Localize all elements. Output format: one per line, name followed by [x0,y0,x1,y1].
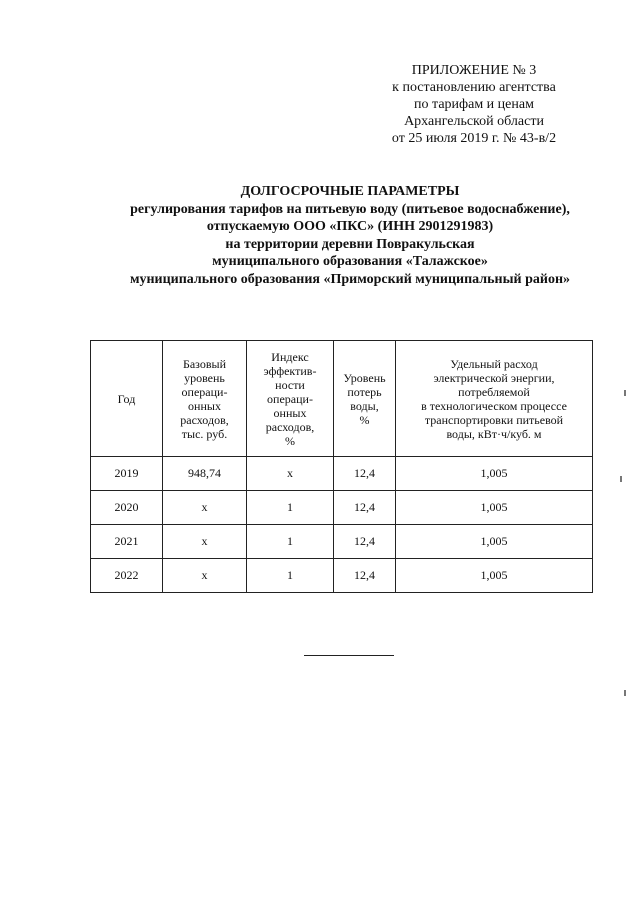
header-text: тыс. руб. [181,426,228,441]
header-text: операци- [181,384,228,399]
title-line: ДОЛГОСРОЧНЫЕ ПАРАМЕТРЫ [240,184,460,199]
scan-speck [624,390,626,396]
cell-energy-consumption: 1,005 [396,491,593,525]
header-text: потерь [347,384,382,399]
header-text: ности [275,377,305,392]
cell-energy-consumption: 1,005 [396,457,593,491]
title-line: регулирования тарифов на питьевую воду (питьевое водоснабжение), [130,201,570,217]
cell-year: 2019 [91,457,163,491]
scan-speck [620,476,622,482]
header-text: онных [188,398,221,413]
header-text: расходов, [180,412,229,427]
cell-water-loss: 12,4 [334,491,396,525]
table-row [91,525,593,559]
header-text: воды, кВт·ч/куб. м [446,426,542,441]
header-text: Индекс [271,349,309,364]
title-line: на территории деревни Повракульская [225,236,475,252]
table-row [91,491,593,525]
closing-separator-line [304,655,394,656]
header-text: Год [117,391,136,406]
cell-base-opex: 948,74 [163,457,247,491]
cell-water-loss: 12,4 [334,525,396,559]
header-text: Удельный расход [450,356,538,371]
document-title [80,183,620,288]
cell-base-opex: х [163,525,247,559]
header-text: расходов, [265,419,315,434]
header-text: Базовый [182,356,227,371]
header-text: операци- [267,391,313,406]
cell-efficiency-index: 1 [247,559,334,593]
cell-year: 2022 [91,559,163,593]
cell-energy-consumption: 1,005 [396,559,593,593]
header-text: в технологическом процессе [421,398,567,413]
header-energy-consumption [396,341,593,457]
appendix-line: Архангельской области [404,114,544,129]
header-text: Уровень [343,370,386,385]
title-line: муниципального образования «Талажское» [212,254,488,269]
header-text: воды, [350,398,379,413]
header-text: транспортировки питьевой [424,412,564,427]
cell-base-opex: х [163,559,247,593]
cell-energy-consumption: 1,005 [396,525,593,559]
cell-efficiency-index: 1 [247,491,334,525]
table-row [91,559,593,593]
title-line: отпускаемую ООО «ПКС» (ИНН 2901291983) [206,219,494,234]
header-text: уровень [184,370,225,385]
header-text: % [285,433,295,448]
cell-efficiency-index: 1 [247,525,334,559]
header-year [91,341,163,457]
appendix-line: по тарифам и ценам [414,97,534,112]
header-text: потребляемой [458,384,530,399]
table-header-row [91,341,593,457]
cell-year: 2020 [91,491,163,525]
cell-efficiency-index: х [247,457,334,491]
parameters-table [90,340,593,593]
title-line: муниципального образования «Приморский муниципальный район» [129,271,571,287]
header-water-loss [334,341,396,457]
cell-water-loss: 12,4 [334,457,396,491]
appendix-number: ПРИЛОЖЕНИЕ № 3 [411,63,537,78]
cell-water-loss: 12,4 [334,559,396,593]
header-text: онных [273,405,307,420]
header-text: эффектив- [263,363,317,378]
header-efficiency-index [247,341,334,457]
header-base-opex [163,341,247,457]
cell-year: 2021 [91,525,163,559]
scan-speck [624,690,626,696]
header-text: % [359,412,370,427]
header-text: электрической энергии, [433,370,555,385]
table-row [91,457,593,491]
appendix-block [360,62,588,147]
appendix-line: к постановлению агентства [392,80,556,95]
appendix-date: от 25 июля 2019 г. № 43-в/2 [391,131,557,146]
cell-base-opex: х [163,491,247,525]
